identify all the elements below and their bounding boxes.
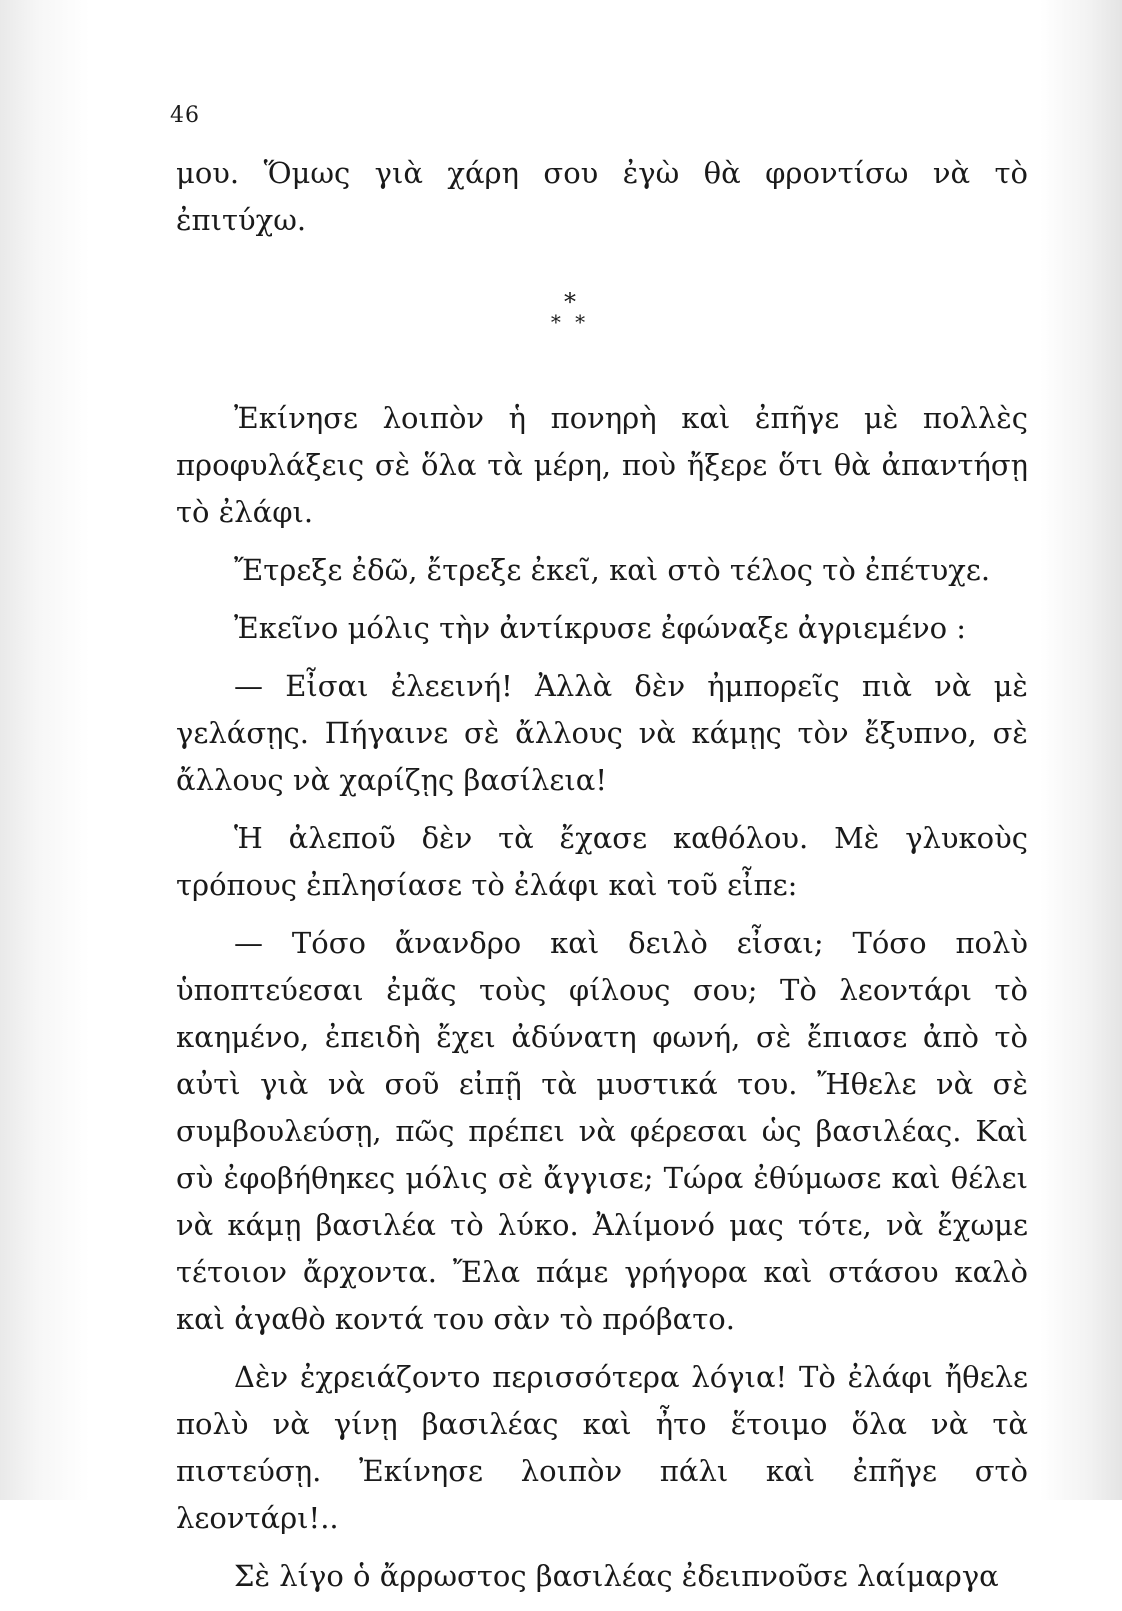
opening-paragraph: μου. Ὅμως γιὰ χάρη σου ἐγὼ θὰ φροντίσω νὰ τὸ ἐπιτύχω. [176,156,1028,237]
page-number: 46 [170,103,200,128]
paragraph: Ἡ ἀλεποῦ δὲν τὰ ἔχασε καθόλου. Μὲ γλυκοὺς τρόπους ἐπλησίασε τὸ ἐλάφι καὶ τοῦ εἶπε: [176,821,1028,902]
separator-asterisk-top: * [564,288,576,316]
paragraph: — Τόσο ἄνανδρο καὶ δειλὸ εἶσαι; Τόσο πολὺ ὑποπτεύεσαι ἐμᾶς τοὺς φίλους σου; Τὸ λεοντάρι τὸ καημένο, ἐπειδὴ ἔχει ἀδύνατη φωνή, σὲ ἔπιασε ἀπὸ τὸ αὐτὶ γιὰ νὰ σοῦ εἰπῇ τὰ μυστικά του. Ἤθελε νὰ σὲ συμβουλεύσῃ, πῶς πρέπει νὰ φέρεσαι ὡς βασιλέας. Καὶ σὺ ἐφοβήθηκες μόλις σὲ ἄγγισε; Τώρα ἐθύμωσε καὶ θέλει νὰ κάμῃ βασιλέα τὸ λύκο. Ἀλίμονό μας τότε, νὰ ἔχωμε τέτοιον ἄρχοντα. Ἔλα πάμε γρήγορα καὶ στάσου καλὸ καὶ ἀγαθὸ κοντά του σὰν τὸ πρόβατο. [176,926,1028,1336]
main-text [176,395,1028,1611]
paragraph: Ἐκεῖνο μόλις τὴν ἀντίκρυσε ἐφώναξε ἀγριεμένο : [234,611,967,645]
paragraph: — Εἶσαι ἐλεεινή! Ἀλλὰ δὲν ἠμπορεῖς πιὰ νὰ μὲ γελάσῃς. Πήγαινε σὲ ἄλλους νὰ κάμῃς τὸν ἔξυπνο, σὲ ἄλλους νὰ χαρίζῃς βασίλεια! [176,669,1028,797]
paragraph: Ἔτρεξε ἐδῶ, ἔτρεξε ἐκεῖ, καὶ στὸ τέλος τὸ ἐπέτυχε. [234,553,991,587]
paragraph: Δὲν ἐχρειάζοντο περισσότερα λόγια! Τὸ ἐλάφι ἤθελε πολὺ νὰ γίνῃ βασιλέας καὶ ἦτο ἕτοιμο ὅλα νὰ τὰ πιστεύσῃ. Ἐκίνησε λοιπὸν πάλι καὶ ἐπῆγε στὸ λεοντάρι!.. [176,1360,1028,1535]
section-separator [520,288,620,334]
paragraph: Σὲ λίγο ὁ ἄρρωστος βασιλέας ἐδειπνοῦσε λαίμαργα [234,1559,999,1593]
separator-asterisks-bottom: * * [550,310,590,334]
opening-text [176,150,1028,255]
paragraph: Ἐκίνησε λοιπὸν ἡ πονηρὴ καὶ ἐπῆγε μὲ πολλὲς προφυλάξεις σὲ ὅλα τὰ μέρη, ποὺ ἤξερε ὅτι θὰ ἀπαντήσῃ τὸ ἐλάφι. [176,401,1028,529]
